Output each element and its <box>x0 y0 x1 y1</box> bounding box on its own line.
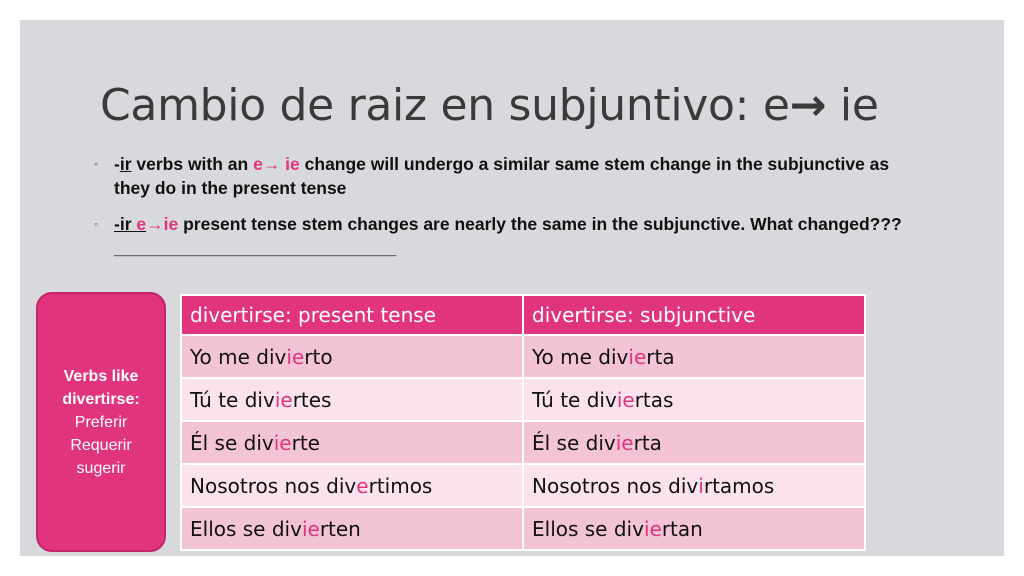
slide-title <box>100 80 879 131</box>
table-row <box>181 421 865 464</box>
stem-change: ie <box>615 430 634 455</box>
subjunctive-cell <box>523 378 865 421</box>
header-present-tense: divertirse: present tense <box>181 295 523 335</box>
arrow-icon: → <box>146 214 164 234</box>
subjunctive-cell <box>523 335 865 378</box>
table-header-row <box>181 295 865 335</box>
verb-text: Él se div <box>190 430 274 455</box>
stem-change: e <box>356 473 369 498</box>
bullet-text: change will undergo a similar same stem change in the subjunctive as they do in the present tense <box>114 154 890 198</box>
title-end: ie <box>826 80 879 131</box>
verb-item: Requerir <box>70 436 132 454</box>
bullet-lead <box>114 214 146 234</box>
bullet-ie: ie <box>163 214 179 234</box>
table-row <box>181 464 865 507</box>
bullet-dash: - <box>114 154 120 174</box>
subjunctive-cell <box>523 464 865 507</box>
verb-text: rta <box>646 344 675 369</box>
bullet-text: present tense stem changes are nearly the same in the subjunctive. What changed??? <box>178 214 902 234</box>
table-row <box>181 335 865 378</box>
verb-text: rte <box>291 430 320 455</box>
bullet-e: e <box>136 214 147 234</box>
bullet-verbs-with-an: verbs with an <box>131 154 254 174</box>
verb-text: Ellos se div <box>532 516 644 541</box>
verb-text: Él se div <box>532 430 616 455</box>
title-text: Cambio de raiz en subjuntivo: e <box>100 80 790 131</box>
subjunctive-cell <box>523 507 865 550</box>
slide <box>20 20 1004 556</box>
verb-text: Tú te div <box>532 387 617 412</box>
arrow-icon: → <box>262 154 281 174</box>
verb-text: Yo me div <box>190 344 287 369</box>
verbs-like-box <box>36 292 166 552</box>
verb-text: rtas <box>634 387 674 412</box>
stem-change: ie <box>643 516 662 541</box>
verb-item: Preferir <box>74 413 128 431</box>
bullet-ir: ir <box>119 154 132 174</box>
verb-text: rtes <box>292 387 332 412</box>
verb-text: rtan <box>661 516 703 541</box>
bullet-ir-lead: -ir <box>114 214 137 234</box>
stem-change: i <box>698 473 704 498</box>
verb-text: rto <box>304 344 333 369</box>
bullet-e: e <box>253 154 263 174</box>
table-row <box>181 507 865 550</box>
stem-change: ie <box>628 344 647 369</box>
stem-change: ie <box>616 387 635 412</box>
verb-item: sugerir <box>76 459 126 477</box>
subjunctive-cell <box>523 421 865 464</box>
title-arrow: → <box>789 80 827 131</box>
bullet-ie: ie <box>280 154 300 174</box>
verb-text: rten <box>319 516 361 541</box>
stem-change: ie <box>301 516 320 541</box>
verb-text: Nosotros nos div <box>532 473 699 498</box>
table-body <box>181 335 865 550</box>
stem-change: ie <box>273 430 292 455</box>
present-tense-cell <box>181 464 523 507</box>
verb-text: Ellos se div <box>190 516 302 541</box>
verb-text: Nosotros nos div <box>190 473 357 498</box>
verb-text: rta <box>633 430 662 455</box>
bullet-item-1 <box>94 152 924 200</box>
verbs-like-heading: Verbs like divertirse: <box>62 367 140 408</box>
verb-text: Yo me div <box>532 344 629 369</box>
bullet-marker: ◦ <box>94 217 99 231</box>
bullet-list <box>94 152 924 272</box>
conjugation-table <box>180 294 866 551</box>
present-tense-cell <box>181 421 523 464</box>
table-row <box>181 378 865 421</box>
answer-blank: _____________________________ <box>114 238 397 258</box>
header-subjunctive: divertirse: subjunctive <box>523 295 865 335</box>
bullet-marker: ◦ <box>94 157 99 171</box>
present-tense-cell <box>181 335 523 378</box>
present-tense-cell <box>181 378 523 421</box>
stem-change: ie <box>274 387 293 412</box>
bullet-item-2 <box>94 212 924 260</box>
present-tense-cell <box>181 507 523 550</box>
verb-text: rtimos <box>368 473 433 498</box>
stem-change: ie <box>286 344 305 369</box>
verb-text: rtamos <box>703 473 775 498</box>
verb-text: Tú te div <box>190 387 275 412</box>
